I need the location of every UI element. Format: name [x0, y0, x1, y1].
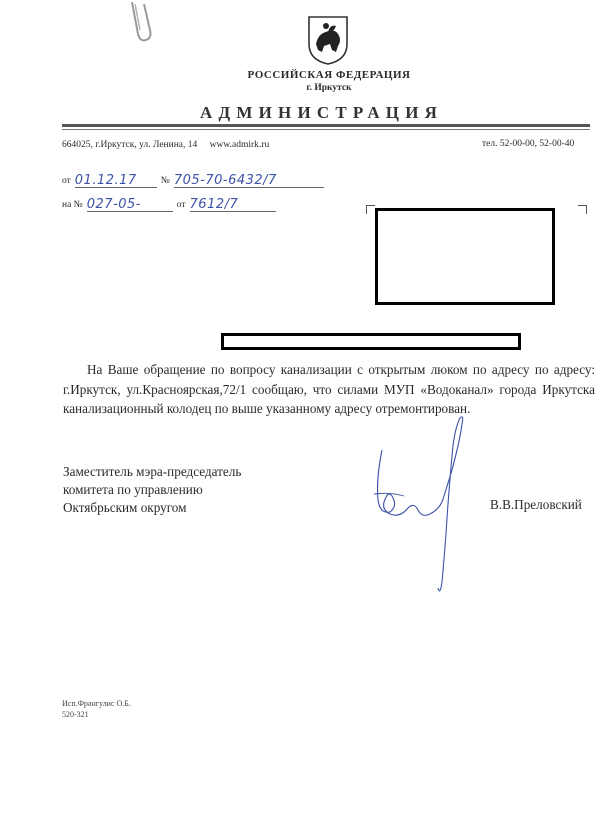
header-divider-thin	[62, 129, 590, 130]
ref-date-value: 7612/7	[189, 197, 239, 212]
ref-date-field	[190, 195, 276, 212]
handwritten-signature	[360, 410, 480, 600]
paper-clip-icon	[124, 0, 160, 44]
redacted-addressee	[375, 208, 555, 305]
city-name: г. Иркутск	[306, 83, 352, 93]
addressee-corner-right	[578, 205, 587, 214]
number-value: 705-70-6432/7	[173, 173, 277, 188]
executor-info	[62, 698, 131, 720]
executor-name: Исп.Франгулис О.Б.	[62, 699, 131, 708]
number-field	[174, 171, 324, 188]
postal-address: 664025, г.Иркутск, ул. Ленина, 14	[62, 140, 198, 150]
date-field	[75, 171, 157, 188]
addressee-corner-left	[366, 205, 375, 214]
signatory-title-line: комитета по управлению	[63, 482, 203, 497]
ref-number-value: 027-05-	[86, 197, 141, 212]
phone-numbers: тел. 52-00-00, 52-00-40	[482, 139, 575, 149]
number-label: №	[160, 176, 170, 186]
date-label: от	[62, 176, 71, 186]
letter-body: На Ваше обращение по вопросу канализации с открытым люком по адресу по адресу: г.Иркутск, ул.Красноярская,72/1 сообщаю, что силами МУП «Водоканал» города Иркутска канализационный колодец по выше указанному адресу отремонтирован.	[63, 362, 595, 416]
website-link: www.admirk.ru	[209, 140, 270, 150]
signatory-name: В.В.Преловский	[490, 497, 582, 512]
organization-title: АДМИНИСТРАЦИЯ	[200, 103, 444, 122]
registry-row-outgoing	[62, 170, 324, 188]
executor-phone: 520-321	[62, 710, 89, 719]
redacted-salutation	[221, 333, 521, 350]
header-divider-thick	[62, 124, 590, 127]
registry-row-reference	[62, 194, 276, 212]
date-value: 01.12.17	[74, 173, 137, 188]
ref-date-label: от	[176, 200, 186, 210]
address-line	[62, 140, 269, 150]
signatory-title-line: Октябрьским округом	[63, 500, 187, 515]
country-name: РОССИЙСКАЯ ФЕДЕРАЦИЯ	[247, 69, 411, 81]
coat-of-arms-icon	[306, 14, 350, 66]
ref-number-label: на №	[62, 200, 83, 210]
ref-number-field	[87, 195, 173, 212]
signatory-title-line: Заместитель мэра-председатель	[63, 464, 242, 479]
signatory-title	[63, 463, 241, 517]
